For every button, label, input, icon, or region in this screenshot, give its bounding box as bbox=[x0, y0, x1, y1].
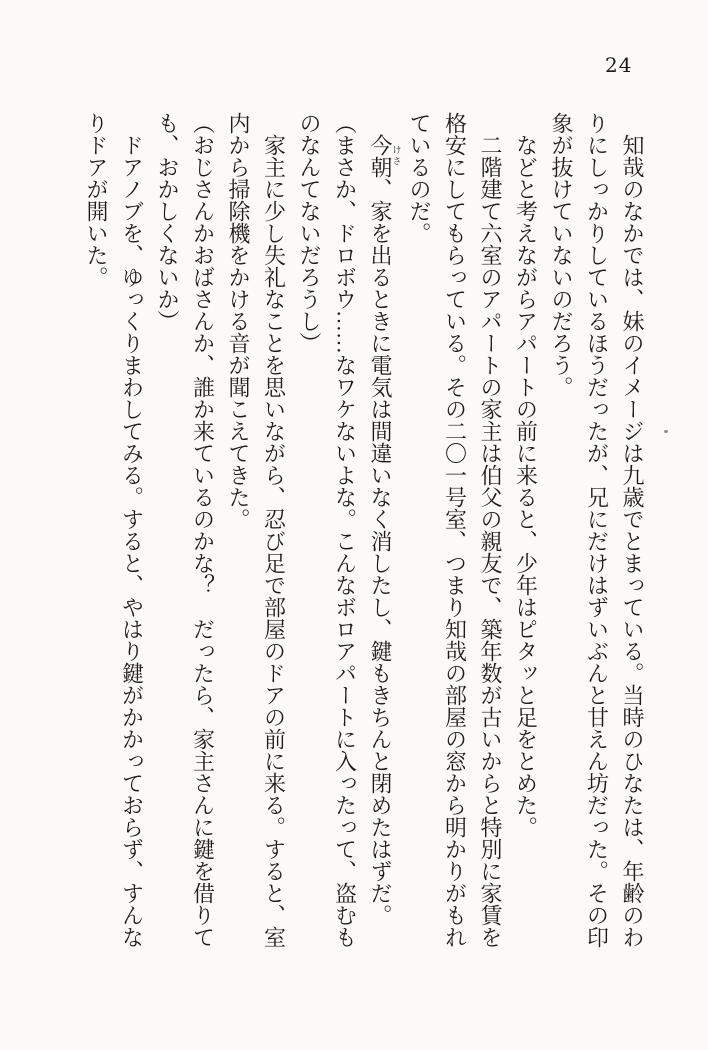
page-number: 24 bbox=[605, 53, 633, 77]
paragraph-7: （おじさんかおばさんか、誰か来ているのかな？ だったら、家主さんに鍵を借りても、おかしくないか） bbox=[155, 112, 216, 948]
paragraph-3: 二階建て六室のアパートの家主は伯父の親友で、築年数が古いからと特別に家賃を格安にしてもらっている。その二〇一号室、つまり知哉の部屋の窓から明かりがもれているのだ。 bbox=[407, 112, 503, 948]
paragraph-8: ドアノブを、ゆっくりまわしてみる。すると、やはり鍵がかかっておらず、すんなりドアが開いた。 bbox=[84, 112, 145, 948]
vertical-text-block bbox=[79, 112, 651, 950]
scan-speck bbox=[664, 430, 668, 433]
paragraph-2: などと考えながらアパートの前に来ると、少年はピタッと足をとめた。 bbox=[513, 134, 539, 838]
furigana-reading: けさ bbox=[391, 134, 402, 178]
paragraph-1: 知哉のなかでは、妹のイメージは九歳でとまっている。当時のひなたは、年齢のわりにしっかりしているほうだったが、兄にだけはずいぶんと甘えん坊だった。その印象が抜けていないのだろう。 bbox=[549, 112, 645, 948]
paragraph-6: 家主に少し失礼なことを思いながら、忍び足で部屋のドアの前に来る。すると、室内から掃除機をかける音が聞こえてきた。 bbox=[226, 112, 287, 948]
furigana-ruby: 今朝けさ bbox=[368, 134, 402, 178]
paragraph-4: 今朝けさ、家を出るときに電気は間違いなく消したし、鍵もきちんと閉めたはずだ。 bbox=[368, 134, 402, 926]
paragraph-5: （まさか、ドロボウ……なワケないよな。こんなボロアパートに入ったって、盗むものなんてないだろうし） bbox=[297, 112, 358, 948]
